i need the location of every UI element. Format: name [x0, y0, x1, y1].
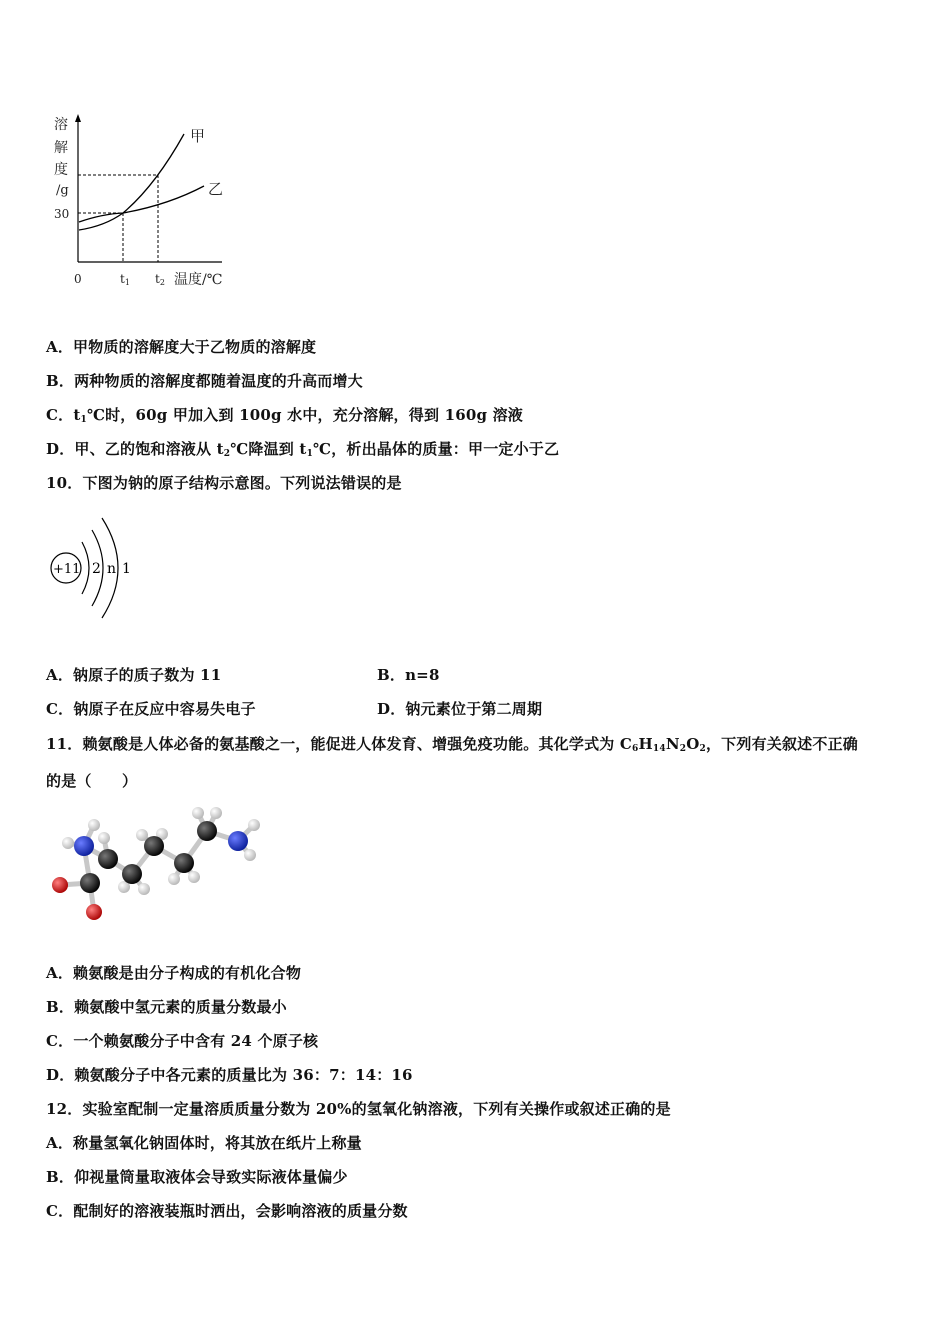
q10-option-a: A．钠原子的质子数为 11	[46, 666, 222, 684]
y-label-char: 度	[54, 162, 68, 178]
q12-option-b: B．仰视量筒量取液体会导致实际液体量偏少	[46, 1168, 348, 1186]
y-tick-30: 30	[54, 207, 70, 221]
nitrogen-atom	[74, 836, 94, 856]
y-axis-arrow-icon	[75, 114, 81, 122]
y-axis-label	[54, 116, 69, 198]
q10-option-b: B．n=8	[377, 666, 440, 684]
q12-option-a: A．称量氢氧化钠固体时，将其放在纸片上称量	[46, 1134, 362, 1152]
carbon-atom	[122, 864, 142, 884]
y-label-char: 解	[54, 140, 68, 156]
shell-3-electrons: 1	[122, 561, 131, 577]
t1-label: t1	[120, 272, 130, 287]
solubility-graph	[50, 110, 250, 300]
origin-label: 0	[74, 272, 82, 286]
y-label-char: /g	[56, 183, 69, 198]
q11-stem-continued: 的是（ ）	[46, 772, 138, 790]
q9-option-a: A．甲物质的溶解度大于乙物质的溶解度	[46, 338, 317, 356]
q10-stem: 10．下图为钠的原子结构示意图。下列说法错误的是	[46, 474, 402, 492]
q11-option-c: C．一个赖氨酸分子中含有 24 个原子核	[46, 1032, 319, 1050]
oxygen-atom	[86, 904, 102, 920]
carbon-atom	[98, 849, 118, 869]
shell-arc-1	[82, 542, 89, 594]
carbon-atom	[174, 853, 194, 873]
q9-option-b: B．两种物质的溶解度都随着温度的升高而增大	[46, 372, 363, 390]
q11-stem: 11．赖氨酸是人体必备的氨基酸之一，能促进人体发育、增强免疫功能。其化学式为 $C_6H_{14}N_2O_2$，下列有关叙述不正确	[46, 735, 858, 754]
y-label-char: 溶	[54, 117, 68, 133]
q12-stem: 12．实验室配制一定量溶质质量分数为 20%的氢氧化钠溶液，下列有关操作或叙述正确的是	[46, 1100, 671, 1118]
q9-option-d: D．甲、乙的饱和溶液从 $t_2℃$降温到 $t_1℃$，析出晶体的质量：甲一定小于乙	[46, 440, 560, 459]
q11-option-a: A．赖氨酸是由分子构成的有机化合物	[46, 964, 302, 982]
nucleus-label: +11	[53, 562, 81, 577]
curve-yi-label: 乙	[208, 180, 224, 198]
oxygen-atom	[52, 877, 68, 893]
lysine-molecule-model	[44, 805, 274, 935]
shell-2-electrons: n	[107, 561, 117, 577]
shell-1-electrons: 2	[92, 561, 101, 577]
curve-jia	[79, 134, 184, 230]
q11-option-d: D．赖氨酸分子中各元素的质量比为 36：7：14：16	[46, 1066, 413, 1084]
carbon-atom	[197, 821, 217, 841]
x-axis-label: 温度/℃	[174, 272, 223, 288]
q10-option-c: C．钠原子在反应中容易失电子	[46, 700, 256, 718]
curve-yi	[79, 186, 204, 222]
nitrogen-atom	[228, 831, 248, 851]
q11-option-b: B．赖氨酸中氢元素的质量分数最小	[46, 998, 287, 1016]
q10-option-d: D．钠元素位于第二周期	[377, 700, 543, 718]
carbon-atom	[80, 873, 100, 893]
curve-jia-label: 甲	[190, 127, 206, 145]
q12-option-c: C．配制好的溶液装瓶时洒出，会影响溶液的质量分数	[46, 1202, 408, 1220]
q9-option-c: C．$t_1℃$时，60g 甲加入到 100g 水中，充分溶解，得到 160g 溶液	[46, 406, 523, 425]
sodium-atom-diagram	[46, 512, 146, 627]
carbon-atom	[144, 836, 164, 856]
t2-label: t2	[155, 272, 165, 287]
